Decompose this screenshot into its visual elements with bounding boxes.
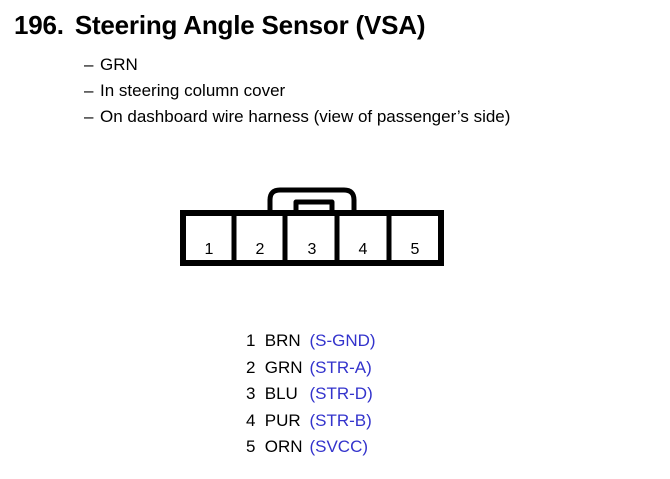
pin-number-2: 2 [255, 241, 265, 258]
pin-legend [246, 328, 376, 461]
list-item [84, 52, 510, 78]
legend-signal-name: (S-GND) [309, 331, 376, 350]
bullet-dash-icon: – [84, 81, 94, 100]
list-item-label: On dashboard wire harness (view of passenger’s side) [100, 107, 511, 126]
pin-number-4: 4 [358, 241, 368, 258]
bullet-dash-icon: – [84, 55, 94, 74]
pin-number-3: 3 [307, 241, 317, 258]
connector-diagram [178, 186, 468, 282]
description-list [84, 52, 510, 130]
legend-wire-color: BLU [264, 384, 298, 403]
legend-row [246, 328, 376, 355]
legend-signal-name: (SVCC) [309, 437, 369, 456]
legend-pin-number: 1 [246, 331, 256, 350]
legend-row [246, 381, 376, 408]
legend-wire-color: BRN [264, 331, 301, 350]
legend-signal-name: (STR-A) [309, 357, 372, 377]
legend-pin-number: 5 [246, 437, 256, 456]
list-item-label: GRN [100, 55, 138, 74]
legend-wire-color: ORN [264, 437, 303, 456]
page-title-number: 196. [14, 10, 64, 40]
pin-number-1: 1 [204, 241, 214, 258]
page-title-text: Steering Angle Sensor (VSA) [74, 10, 426, 40]
legend-row [246, 355, 376, 382]
legend-signal-name: (STR-D) [309, 384, 373, 403]
pin-number-5: 5 [410, 241, 420, 258]
bullet-dash-icon: – [84, 107, 94, 126]
connector-outline-icon [178, 186, 468, 282]
legend-row [246, 408, 376, 435]
list-item-label: In steering column cover [100, 81, 286, 100]
list-item [84, 104, 510, 130]
legend-signal-name: (STR-B) [309, 410, 372, 430]
legend-pin-number: 2 [246, 357, 256, 377]
page-title [14, 10, 425, 41]
legend-row [246, 434, 376, 461]
legend-pin-number: 3 [246, 384, 256, 403]
legend-wire-color: PUR [264, 410, 301, 430]
list-item [84, 78, 510, 104]
legend-pin-number: 4 [246, 410, 256, 430]
connector-latch [270, 190, 354, 213]
legend-wire-color: GRN [264, 357, 303, 377]
